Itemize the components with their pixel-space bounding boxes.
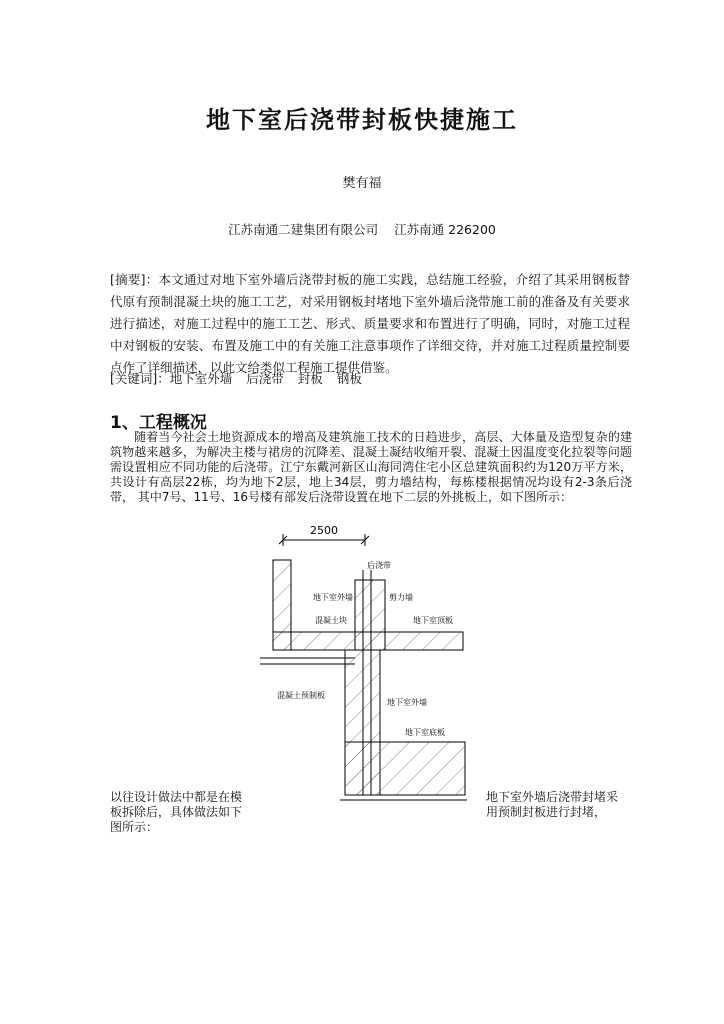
affiliation-place: 江苏南通 226200 xyxy=(394,222,496,237)
label-outer-wall-lower: 地下室外墙 xyxy=(387,698,427,707)
page-title: 地下室后浇带封板快捷施工 xyxy=(206,106,518,134)
paragraph: 随着当今社会土地资源成本的增高及建筑施工技术的日趋进步，高层、大体量及造型复杂的建筑物越来越多，为解决主楼与裙房的沉降差、混凝土凝结收缩开裂、混凝土因温度变化拉裂等问题需设置相应不同功能的后浇带。江宁东戴河新区山海同湾住宅小区总建筑面积约为120万平方米，共设计有高层22栋，均为地下2层，地上34层，剪力墙结构，每栋楼根据情况均设有2-3条后浇带， 其中7号、11号、16号楼有部发后浇带设置在地下二层的外挑板上，如下图所示： xyxy=(110,430,632,504)
author: 樊有福 xyxy=(342,176,382,191)
affiliation xyxy=(0,220,724,238)
caption-right: 地下室外墙后浇带封堵采用预制封板进行封堵， xyxy=(486,790,619,819)
label-base-slab: 地下室底板 xyxy=(405,728,445,737)
keyword: 钢板 xyxy=(336,371,362,386)
caption-left: 以往设计做法中都是在模板拆除后，具体做法如下图所示： xyxy=(110,790,243,834)
keywords-label: [关键词]： xyxy=(110,371,170,386)
label-post-pour-strip: 后浇带 xyxy=(367,561,391,570)
section-body xyxy=(110,430,632,505)
section-heading: 1、工程概况 xyxy=(110,413,207,433)
label-concrete-block: 混凝土块 xyxy=(315,616,347,625)
dimension-label: 2500 xyxy=(310,524,338,537)
label-precast-slab: 混凝土预制板 xyxy=(277,691,325,700)
abstract: [摘要]：本文通过对地下室外墙后浇带封板的施工实践，总结施工经验，介绍了其采用钢板替代原有预制混凝土块的施工工艺，对采用钢板封堵地下室外墙后浇带施工前的准备及有关要求进行描述，对施工过程中的施工工艺、形式、质量要求和布置进行了明确，同时，对施工过程中对钢板的安装、布置及施工中的有关施工注意事项作了详细交待，并对施工过程质量控制要点作了详细描述，以此文给类似工程施工提供借鉴。 xyxy=(110,272,630,375)
affiliation-org: 江苏南通二建集团有限公司 xyxy=(228,222,379,237)
label-shear-wall: 剪力墙 xyxy=(389,593,413,602)
label-top-slab: 地下室顶板 xyxy=(413,616,453,625)
label-outer-wall: 地下室外墙 xyxy=(313,593,353,602)
keyword: 后浇带 xyxy=(246,371,284,386)
keyword: 封板 xyxy=(297,371,323,386)
keyword: 地下室外墙 xyxy=(169,371,233,386)
section-drawing xyxy=(255,520,470,810)
top-slab xyxy=(273,632,463,650)
keywords xyxy=(110,369,376,387)
ground-line xyxy=(260,658,355,664)
